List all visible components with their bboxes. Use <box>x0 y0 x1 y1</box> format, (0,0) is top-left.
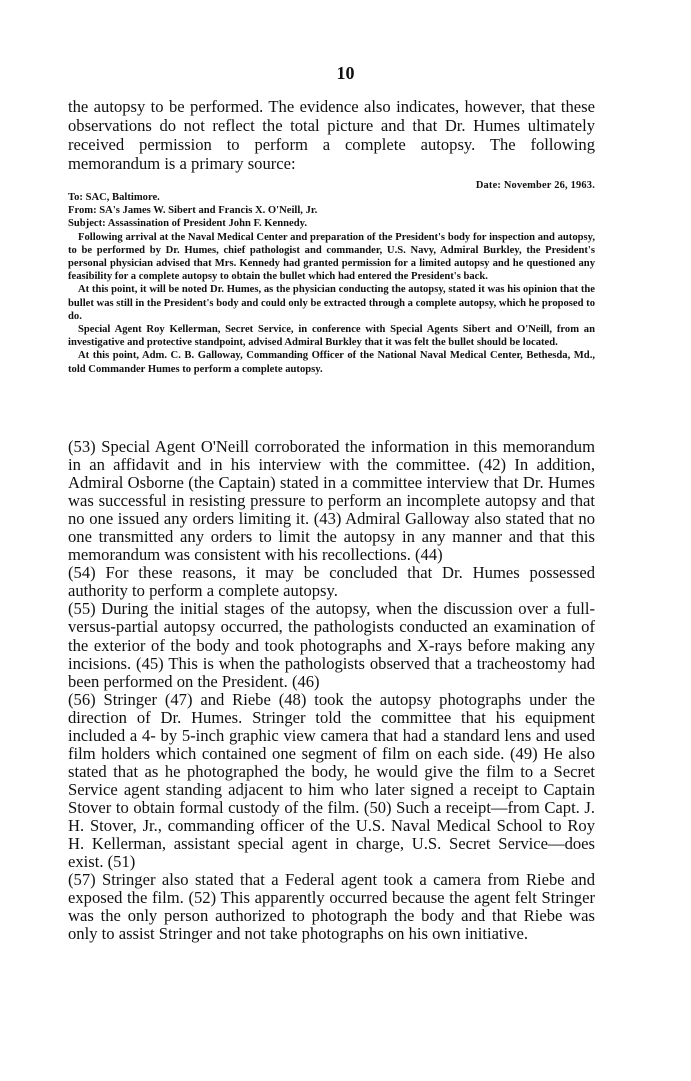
memo-date: Date: November 26, 1963. <box>475 180 595 191</box>
page-number: 10 <box>336 63 355 83</box>
memo-paragraph: At this point, it will be noted Dr. Humes, as the physician conducting the autopsy, stated it was his opinion that the bullet was still in the President's body and could only be extracted through a complete autopsy, which he proposed to do. <box>68 284 595 322</box>
memo-to: To: SAC, Baltimore. <box>68 192 160 203</box>
memo-paragraph: Special Agent Roy Kellerman, Secret Service, in conference with Special Agents Sibert and O'Neill, from an investigative and protective standpoint, advised Admiral Burkley that it was felt the bullet should be located. <box>68 324 595 349</box>
memo-from: From: SA's James W. Sibert and Francis X. O'Neill, Jr. <box>68 205 318 217</box>
paragraph-55: (55) During the initial stages of the autopsy, when the discussion over a full-versus-partial autopsy occurred, the pathologists conducted an examination of the exterior of the body and took photographs and X-rays before making any incisions. (45) This is when the pathologists observed that a tracheostomy had been performed on the President. (46) <box>68 599 595 691</box>
memo-subject: Subject: Assassination of President John F. Kennedy. <box>68 218 307 230</box>
paragraph-54: (54) For these reasons, it may be concluded that Dr. Humes possessed authority to perform a complete autopsy. <box>68 563 595 601</box>
memo-paragraph: Following arrival at the Naval Medical Center and preparation of the President's body for inspection and autopsy, to be performed by Dr. Humes, chief pathologist and commander, U.S. Navy, Admiral Burkley, the President's personal physician advised that Mrs. Kennedy had granted permission for a limited autopsy and he questioned any feasibility for a complete autopsy to obtain the bullet which had entered the President's back. <box>68 231 595 283</box>
paragraph-56: (56) Stringer (47) and Riebe (48) took the autopsy photographs under the direction of Dr. Humes. Stringer told the committee that his equipment included a 4- by 5-inch graphic view camera that had a standard lens and used film holders which contained one segment of film on each side. (49) He also stated that as he photographed the body, he would give the film to a Secret Service agent standing adjacent to him who later signed a receipt to Captain Stover to obtain formal custody of the film. (50) Such a receipt—from Capt. J. H. Stover, Jr., commanding officer of the U.S. Naval Medical School to Roy H. Kellerman, assistant special agent in charge, U.S. Secret Service—does exist. (51) <box>68 689 595 872</box>
intro-paragraph: the autopsy to be performed. The evidence also indicates, however, that these observations do not reflect the total picture and that Dr. Humes ultimately received permission to perform a complete autopsy. The following memorandum is a primary source: <box>68 97 595 173</box>
paragraph-53: (53) Special Agent O'Neill corroborated the information in this memorandum in an affidavit and in his interview with the committee. (42) In addition, Admiral Osborne (the Captain) stated in a committee interview that Dr. Humes was successful in resisting pressure to perform an incomplete autopsy and that no one issued any orders limiting it. (43) Admiral Galloway also stated that no one transmitted any orders to limit the autopsy in any manner and that this memorandum was consistent with his recollections. (44) <box>68 437 595 565</box>
paragraph-57: (57) Stringer also stated that a Federal agent took a camera from Riebe and exposed the film. (52) This apparently occurred because the agent felt Stringer was the only person authorized to photograph the body and that Riebe was only to assist Stringer and not take photographs on his own initiative. <box>68 870 595 944</box>
memorandum <box>68 191 595 376</box>
memo-paragraph: At this point, Adm. C. B. Galloway, Commanding Officer of the National Naval Medical Center, Bethesda, Md., told Commander Humes to perform a complete autopsy. <box>68 350 595 375</box>
body-text <box>68 438 595 943</box>
